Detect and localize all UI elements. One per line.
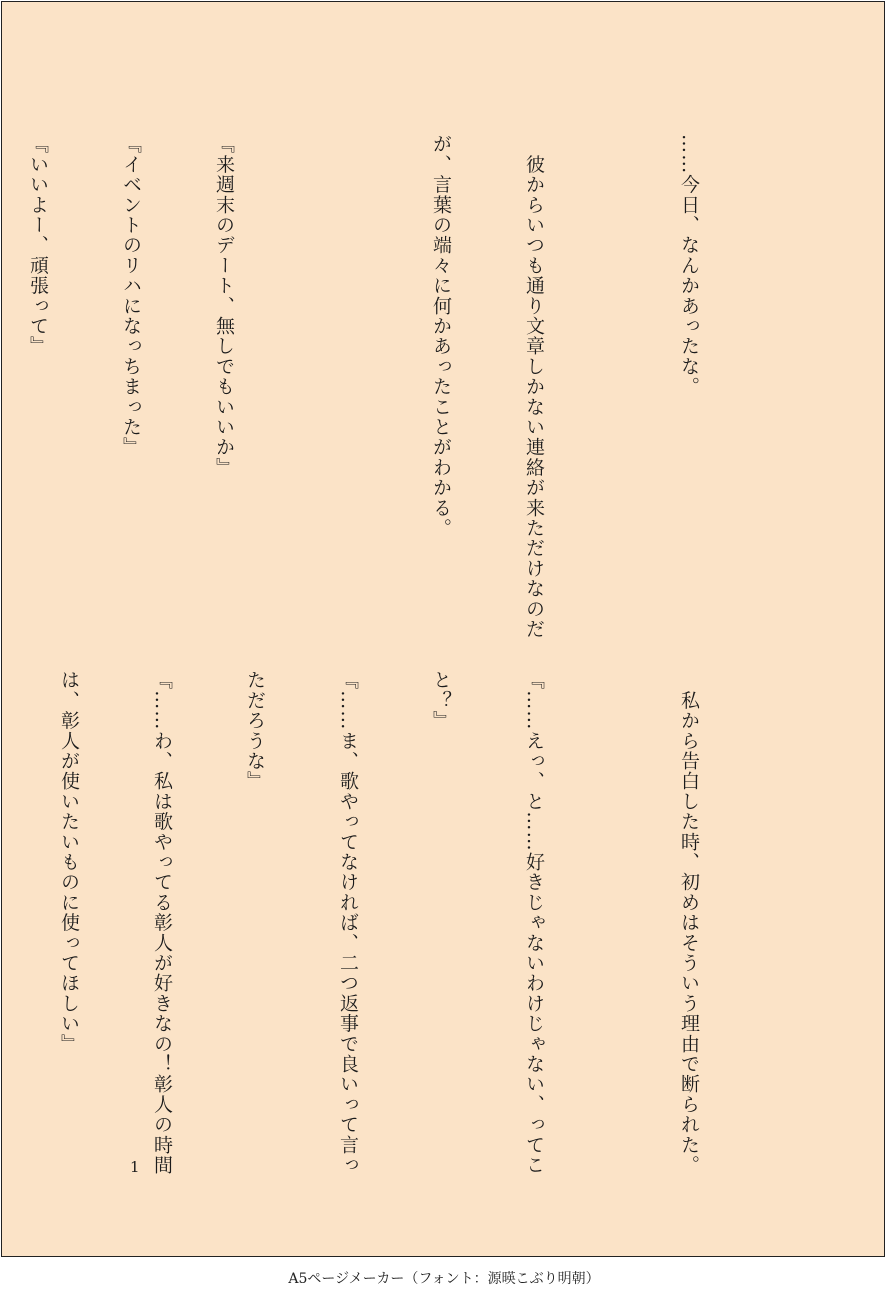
manuscript-page <box>1 1 885 1257</box>
text-line: が、言葉の端々に何かあったことがわかる。 <box>430 134 452 538</box>
footer-caption: A5ページメーカー（フォント：源暎こぶり明朝） <box>288 1271 600 1287</box>
text-line: 『……えっ、と……好きじゃないわけじゃない、ってこ <box>523 670 545 1175</box>
bottom-text-block <box>0 670 766 1175</box>
text-line: 『来週末のデート、無しでもいいか』 <box>213 134 235 478</box>
text-line: 私から告白した時、初めはそういう理由で断られた。 <box>678 670 700 1175</box>
text-line: は、彰人が使いたいものに使ってほしい』 <box>58 670 80 1054</box>
page-number: 1 <box>130 1158 140 1176</box>
top-text-block <box>0 134 766 639</box>
text-line: と？』 <box>430 670 452 731</box>
text-line: 『いいよー、頑張って』 <box>27 134 49 357</box>
text-line: 『……わ、私は歌やってる彰人が好きなの！彰人の時間 <box>151 670 173 1175</box>
text-line: ただろうな』 <box>244 670 266 792</box>
text-line: 彼からいつも通り文章しかない連絡が来ただけなのだ <box>523 134 545 639</box>
text-line: 『イベントのリハになっちまった』 <box>120 134 142 458</box>
text-line: ……今日、なんかあったな。 <box>678 134 700 397</box>
text-line: 『……ま、歌やってなければ、二つ返事で良いって言っ <box>337 670 359 1175</box>
